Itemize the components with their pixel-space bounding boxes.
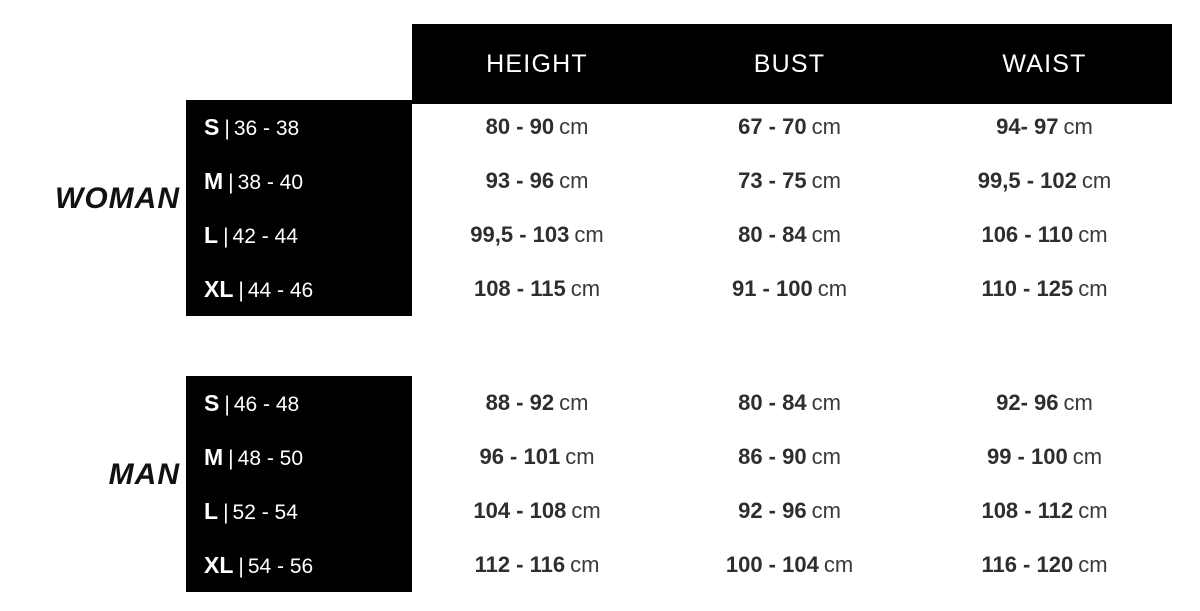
measure-height bbox=[412, 376, 662, 430]
measure-unit: cm bbox=[565, 444, 595, 469]
column-header-waist: WAIST bbox=[1002, 50, 1087, 78]
size-code: L bbox=[204, 498, 219, 524]
size-cell bbox=[186, 208, 412, 262]
measure-value: 112 - 116 bbox=[474, 552, 566, 577]
measure-value: 91 - 100 bbox=[731, 276, 813, 301]
size-separator: | bbox=[224, 117, 230, 140]
measure-bust bbox=[662, 262, 917, 316]
table-row bbox=[0, 376, 1200, 430]
measure-value: 92 - 96 bbox=[738, 498, 807, 523]
measure-unit: cm bbox=[570, 276, 601, 301]
measure-unit: cm bbox=[1078, 498, 1108, 523]
size-range: 36 - 38 bbox=[233, 117, 300, 140]
size-code: M bbox=[204, 168, 224, 194]
measure-value: 80 - 84 bbox=[738, 390, 807, 415]
measure-bust bbox=[662, 484, 917, 538]
measure-waist bbox=[917, 262, 1172, 316]
size-cell bbox=[186, 376, 412, 430]
measure-value: 93 - 96 bbox=[485, 168, 555, 193]
measure-unit: cm bbox=[811, 498, 841, 523]
group-label-man: MAN bbox=[108, 458, 180, 491]
group-label-woman: WOMAN bbox=[55, 182, 180, 215]
measure-unit: cm bbox=[559, 114, 589, 139]
measure-unit: cm bbox=[811, 444, 841, 469]
measure-bust bbox=[662, 538, 917, 592]
measure-value: 104 - 108 bbox=[473, 498, 567, 523]
measure-value: 99,5 - 102 bbox=[977, 168, 1077, 193]
measure-value: 73 - 75 bbox=[738, 168, 807, 193]
measure-value: 99 - 100 bbox=[986, 444, 1068, 469]
measure-unit: cm bbox=[811, 168, 841, 193]
table-row bbox=[0, 262, 1200, 316]
size-code: M bbox=[204, 444, 224, 470]
measure-unit: cm bbox=[1063, 114, 1093, 139]
measure-value: 96 - 101 bbox=[479, 444, 561, 469]
measure-waist bbox=[917, 154, 1172, 208]
measure-bust bbox=[662, 376, 917, 430]
table-row bbox=[0, 538, 1200, 592]
measure-unit: cm bbox=[559, 390, 589, 415]
size-cell bbox=[186, 538, 412, 592]
measure-unit: cm bbox=[811, 390, 841, 415]
measure-waist bbox=[917, 538, 1172, 592]
measure-value: 86 - 90 bbox=[738, 444, 807, 469]
size-cell bbox=[186, 262, 412, 316]
measure-value: 108 - 112 bbox=[981, 498, 1074, 523]
measure-bust bbox=[662, 430, 917, 484]
size-code: XL bbox=[204, 276, 234, 302]
measure-value: 67 - 70 bbox=[738, 114, 807, 139]
size-separator: | bbox=[228, 447, 234, 470]
table-row bbox=[0, 484, 1200, 538]
measure-unit: cm bbox=[1081, 168, 1112, 193]
measure-value: 116 - 120 bbox=[981, 552, 1074, 577]
measure-height bbox=[412, 262, 662, 316]
measure-unit: cm bbox=[570, 552, 600, 577]
size-cell bbox=[186, 484, 412, 538]
measure-unit: cm bbox=[1063, 390, 1093, 415]
measure-bust bbox=[662, 154, 917, 208]
measure-value: 80 - 90 bbox=[485, 114, 555, 139]
measure-value: 88 - 92 bbox=[485, 390, 555, 415]
size-separator: | bbox=[238, 555, 244, 578]
measure-unit: cm bbox=[571, 498, 601, 523]
measure-height bbox=[412, 100, 662, 154]
measure-height bbox=[412, 154, 662, 208]
measure-value: 100 - 104 bbox=[725, 552, 819, 577]
measure-value: 110 - 125 bbox=[981, 276, 1074, 301]
measure-waist bbox=[917, 376, 1172, 430]
measure-waist bbox=[917, 484, 1172, 538]
size-separator: | bbox=[228, 171, 234, 194]
size-range: 38 - 40 bbox=[237, 171, 304, 194]
size-cell bbox=[186, 154, 412, 208]
size-range: 52 - 54 bbox=[232, 501, 298, 524]
measure-height bbox=[412, 430, 662, 484]
size-separator: | bbox=[238, 279, 244, 302]
measure-height bbox=[412, 538, 662, 592]
size-separator: | bbox=[223, 225, 229, 248]
measure-bust bbox=[662, 100, 917, 154]
measure-value: 108 - 115 bbox=[473, 276, 566, 301]
measure-unit: cm bbox=[1078, 222, 1108, 247]
size-separator: | bbox=[224, 393, 230, 416]
size-separator: | bbox=[223, 501, 229, 524]
measure-unit: cm bbox=[823, 552, 854, 577]
column-header-bust: BUST bbox=[753, 50, 826, 78]
measure-value: 80 - 84 bbox=[738, 222, 807, 247]
table-row bbox=[0, 154, 1200, 208]
table-row bbox=[0, 208, 1200, 262]
table-header-band bbox=[412, 24, 1172, 104]
size-cell bbox=[186, 430, 412, 484]
size-range: 54 - 56 bbox=[247, 555, 314, 578]
size-code: XL bbox=[204, 552, 234, 578]
size-code: S bbox=[204, 114, 220, 140]
measure-unit: cm bbox=[817, 276, 848, 301]
measure-waist bbox=[917, 100, 1172, 154]
column-header-height: HEIGHT bbox=[486, 50, 588, 78]
measure-height bbox=[412, 484, 662, 538]
size-range: 46 - 48 bbox=[233, 393, 300, 416]
size-range: 44 - 46 bbox=[247, 279, 314, 302]
measure-value: 92- 96 bbox=[996, 390, 1059, 415]
measure-value: 106 - 110 bbox=[981, 222, 1074, 247]
size-code: L bbox=[204, 222, 219, 248]
measure-unit: cm bbox=[1072, 444, 1103, 469]
size-code: S bbox=[204, 390, 220, 416]
measure-unit: cm bbox=[559, 168, 589, 193]
table-row bbox=[0, 100, 1200, 154]
measure-unit: cm bbox=[811, 222, 841, 247]
measure-waist bbox=[917, 430, 1172, 484]
size-cell bbox=[186, 100, 412, 154]
measure-bust bbox=[662, 208, 917, 262]
measure-unit: cm bbox=[1078, 552, 1108, 577]
measure-unit: cm bbox=[574, 222, 604, 247]
measure-unit: cm bbox=[1078, 276, 1108, 301]
measure-unit: cm bbox=[811, 114, 841, 139]
size-range: 48 - 50 bbox=[237, 447, 304, 470]
measure-height bbox=[412, 208, 662, 262]
measure-waist bbox=[917, 208, 1172, 262]
measure-value: 99,5 - 103 bbox=[470, 222, 570, 247]
size-range: 42 - 44 bbox=[232, 225, 298, 248]
table-row bbox=[0, 430, 1200, 484]
measure-value: 94- 97 bbox=[996, 114, 1059, 139]
